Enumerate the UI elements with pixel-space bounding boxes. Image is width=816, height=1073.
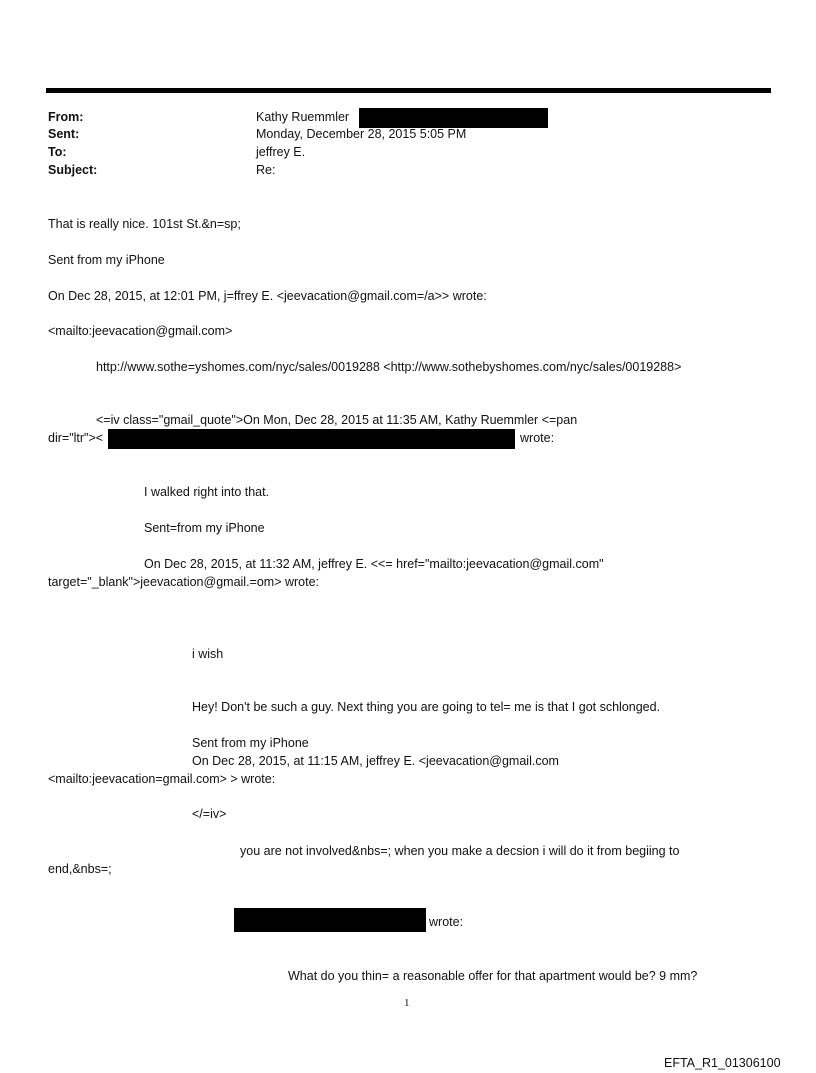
body-line: What do you thin= a reasonable offer for that apartment would be? 9 mm? [288,969,698,983]
body-line: <mailto:jeevacation=gmail.com> > wrote: [48,772,276,786]
footer-id: EFTA_R1_01306100 [664,1056,781,1070]
sent-value: Monday, December 28, 2015 5:05 PM [256,127,467,141]
redaction-from-email [359,108,548,128]
page-number: 1 [404,997,410,1009]
body-line: <mailto:jeevacation@gmail.com> [48,324,233,338]
body-line: you are not involved&nbs=; when you make a decsion i will do it from begiing to [240,844,680,858]
body-line: On Dec 28, 2015, at 11:15 AM, jeffrey E. <jeevacation@gmail.com [192,754,559,768]
redaction-sender [234,908,426,932]
body-line: end,&nbs=; [48,862,112,876]
body-line: target="_blank">jeevacation@gmail.=om> wrote: [48,575,320,589]
from-value: Kathy Ruemmler [256,110,350,124]
body-line: wrote: [429,915,464,929]
subject-value: Re: [256,163,276,177]
body-line: On Dec 28, 2015, at 11:32 AM, jeffrey E. <<= href="mailto:jeevacation@gmail.com" [144,557,604,571]
body-line: http://www.sothe=yshomes.com/nyc/sales/0019288 <http://www.sothebyshomes.com/nyc/sales/0019288> [96,360,682,374]
body-line: Hey! Don't be such a guy. Next thing you are going to tel= me is that I got schlonged. [192,700,661,714]
body-line: Sent from my iPhone [192,736,309,750]
body-line: wrote: [520,431,555,445]
body-line: <=iv class="gmail_quote">On Mon, Dec 28, 2015 at 11:35 AM, Kathy Ruemmler <=pan [96,413,578,427]
header-rule [46,88,771,93]
to-label: To: [48,145,67,159]
body-line: Sent from my iPhone [48,253,165,267]
body-line: On Dec 28, 2015, at 12:01 PM, j=ffrey E. <jeevacation@gmail.com=/a>> wrote: [48,289,487,303]
sent-label: Sent: [48,127,80,141]
redaction-email [108,429,515,449]
subject-label: Subject: [48,163,98,177]
body-line: </=iv> [192,807,227,821]
to-value: jeffrey E. [256,145,306,159]
body-line: I walked right into that. [144,485,270,499]
body-line: dir="ltr">< [48,431,104,445]
body-line: Sent=from my iPhone [144,521,265,535]
from-label: From: [48,110,84,124]
body-line: i wish [192,647,224,661]
body-line: That is really nice. 101st St.&n=sp; [48,217,241,231]
